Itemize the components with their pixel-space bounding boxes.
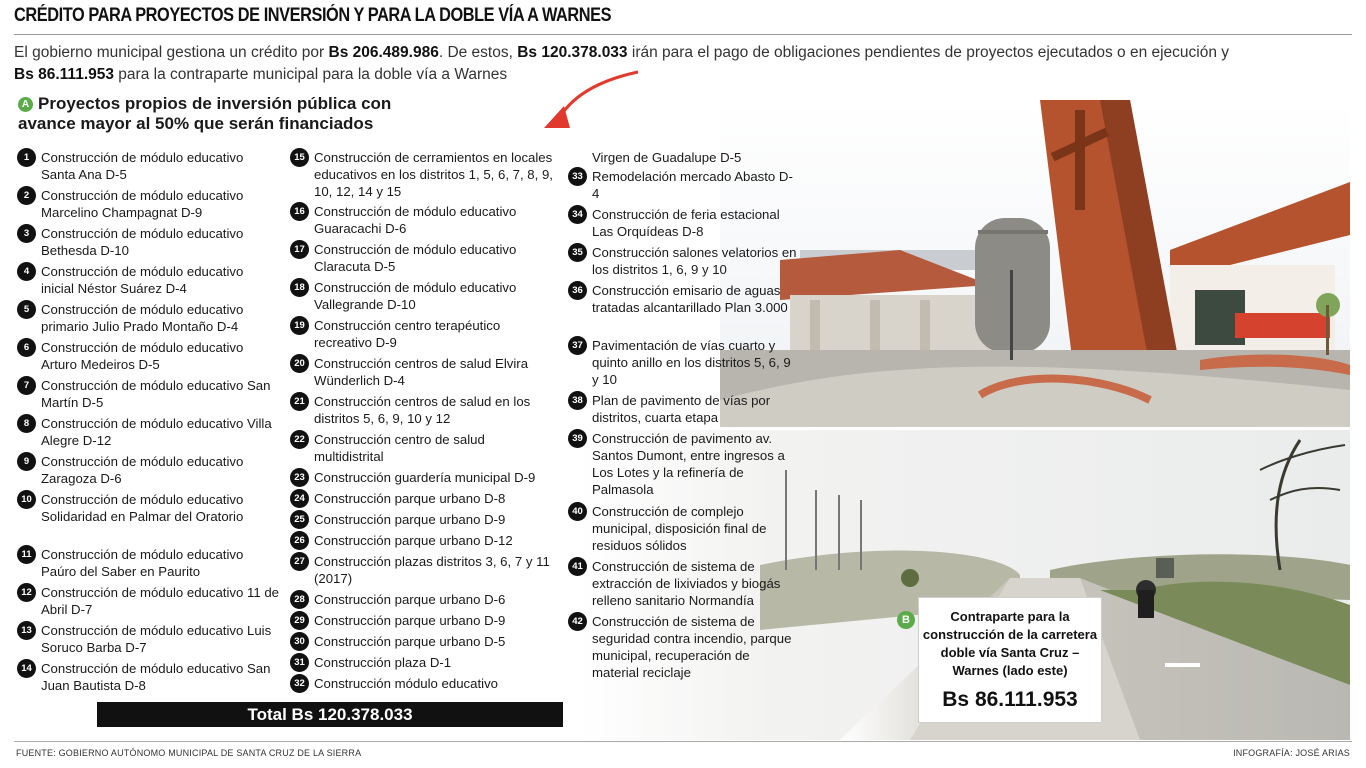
section-b-title: Contraparte para la construcción de la carretera doble vía Santa Cruz – Warnes (lado este): [922, 609, 1098, 678]
total-amount-bar: Total Bs 120.378.033: [97, 702, 563, 727]
list-item: 11 Construcción de módulo educativo Paúro del Saber en Paurito: [17, 546, 279, 580]
list-item: 22 Construcción centro de salud multidistrital: [290, 431, 555, 465]
list-item: 4 Construcción de módulo educativo inicial Néstor Suárez D-4: [17, 263, 279, 297]
section-b-box: [918, 597, 1102, 723]
list-item: 8 Construcción de módulo educativo Villa Alegre D-12: [17, 415, 279, 449]
intro-text-2: . De estos,: [438, 44, 518, 61]
intro-amount-road: Bs 86.111.953: [14, 66, 114, 83]
list-item: 28 Construcción parque urbano D-6: [290, 591, 505, 609]
section-b-badge: B: [897, 611, 915, 629]
list-item: 13 Construcción de módulo educativo Luis Soruco Barba D-7: [17, 622, 279, 656]
list-item: 3 Construcción de módulo educativo Bethesda D-10: [17, 225, 279, 259]
source-credit: FUENTE: GOBIERNO AUTÓNOMO MUNICIPAL DE SANTA CRUZ DE LA SIERRA: [16, 748, 362, 758]
list-item: 42 Construcción de sistema de seguridad contra incendio, parque municipal, recuperación de material reciclaje: [568, 613, 800, 681]
list-item: 33 Remodelación mercado Abasto D-4: [568, 168, 800, 202]
list-item: 25 Construcción parque urbano D-9: [290, 511, 505, 529]
list-item: 15 Construcción de cerramientos en locales educativos en los distritos 1, 5, 6, 7, 8, 9, 10, 12, 14 y 15: [290, 149, 555, 200]
list-item: 35 Construcción salones velatorios en los distritos 1, 6, 9 y 10: [568, 244, 800, 278]
list-item: 40 Construcción de complejo municipal, disposición final de residuos sólidos: [568, 503, 800, 554]
list-item: 29 Construcción parque urbano D-9: [290, 612, 505, 630]
intro-text-1: El gobierno municipal gestiona un crédito por: [14, 44, 329, 61]
list-item: 20 Construcción centros de salud Elvira Wünderlich D-4: [290, 355, 555, 389]
list-item: 23 Construcción guardería municipal D-9: [290, 469, 535, 487]
section-a-badge: A: [18, 97, 33, 112]
list-item: 36 Construcción emisario de aguas tratadas alcantarillado Plan 3.000: [568, 282, 800, 316]
list-item: 32 Construcción módulo educativo: [290, 675, 498, 693]
list-item: 37 Pavimentación de vías cuarto y quinto anillo en los distritos 5, 6, 9 y 10: [568, 337, 800, 388]
list-item: 2 Construcción de módulo educativo Marcelino Champagnat D-9: [17, 187, 279, 221]
intro-amount-total: Bs 206.489.986: [328, 44, 439, 61]
list-item: 6 Construcción de módulo educativo Arturo Medeiros D-5: [17, 339, 279, 373]
list-item: 1 Construcción de módulo educativo Santa Ana D-5: [17, 149, 279, 183]
list-item: 17 Construcción de módulo educativo Claracuta D-5: [290, 241, 555, 275]
title-divider: [14, 34, 1352, 35]
building-photo: [720, 100, 1350, 427]
list-item: 34 Construcción de feria estacional Las Orquídeas D-8: [568, 206, 800, 240]
section-a-title: Proyectos propios de inversión pública con avance mayor al 50% que serán financiados: [18, 94, 392, 133]
intro-amount-projects: Bs 120.378.033: [517, 44, 628, 61]
infographic-credit: INFOGRAFÍA: JOSÉ ARIAS: [1233, 748, 1350, 758]
section-b-amount: Bs 86.111.953: [942, 688, 1078, 711]
intro-text-3: irán para el pago de obligaciones pendientes de proyectos ejecutados o en ejecución y: [627, 44, 1230, 61]
list-item: 24 Construcción parque urbano D-8: [290, 490, 505, 508]
list-item: 7 Construcción de módulo educativo San Martín D-5: [17, 377, 279, 411]
list-item: 31 Construcción plaza D-1: [290, 654, 451, 672]
list-item: 39 Construcción de pavimento av. Santos Dumont, entre ingresos a Los Lotes y la refinería de Palmasola: [568, 430, 800, 498]
list-item: 41 Construcción de sistema de extracción de lixiviados y biogás relleno sanitario Normandía: [568, 558, 800, 609]
list-item: 18 Construcción de módulo educativo Vallegrande D-10: [290, 279, 555, 313]
list-item: 10 Construcción de módulo educativo Solidaridad en Palmar del Oratorio: [17, 491, 279, 525]
list-item: 12 Construcción de módulo educativo 11 de Abril D-7: [17, 584, 279, 618]
list-item: 5 Construcción de módulo educativo primario Julio Prado Montaño D-4: [17, 301, 279, 335]
list-item: 27 Construcción plazas distritos 3, 6, 7 y 11 (2017): [290, 553, 555, 587]
list-item-continuation: Virgen de Guadalupe D-5: [592, 150, 742, 165]
intro-text-4: para la contraparte municipal para la doble vía a Warnes: [114, 66, 508, 83]
list-item: 21 Construcción centros de salud en los distritos 5, 6, 9, 10 y 12: [290, 393, 555, 427]
intro-paragraph: [14, 42, 1344, 86]
list-item: 14 Construcción de módulo educativo San Juan Bautista D-8: [17, 660, 279, 694]
list-item: 9 Construcción de módulo educativo Zaragoza D-6: [17, 453, 279, 487]
list-item: 26 Construcción parque urbano D-12: [290, 532, 513, 550]
section-a-heading: [18, 94, 438, 134]
list-item: 16 Construcción de módulo educativo Guaracachi D-6: [290, 203, 555, 237]
list-item: 30 Construcción parque urbano D-5: [290, 633, 505, 651]
list-item: 38 Plan de pavimento de vías por distritos, cuarta etapa: [568, 392, 800, 426]
curved-arrow-icon: [530, 68, 650, 138]
page-title: CRÉDITO PARA PROYECTOS DE INVERSIÓN Y PARA LA DOBLE VÍA A WARNES: [14, 5, 612, 26]
list-item: 19 Construcción centro terapéutico recreativo D-9: [290, 317, 555, 351]
footer-divider: [14, 741, 1352, 742]
